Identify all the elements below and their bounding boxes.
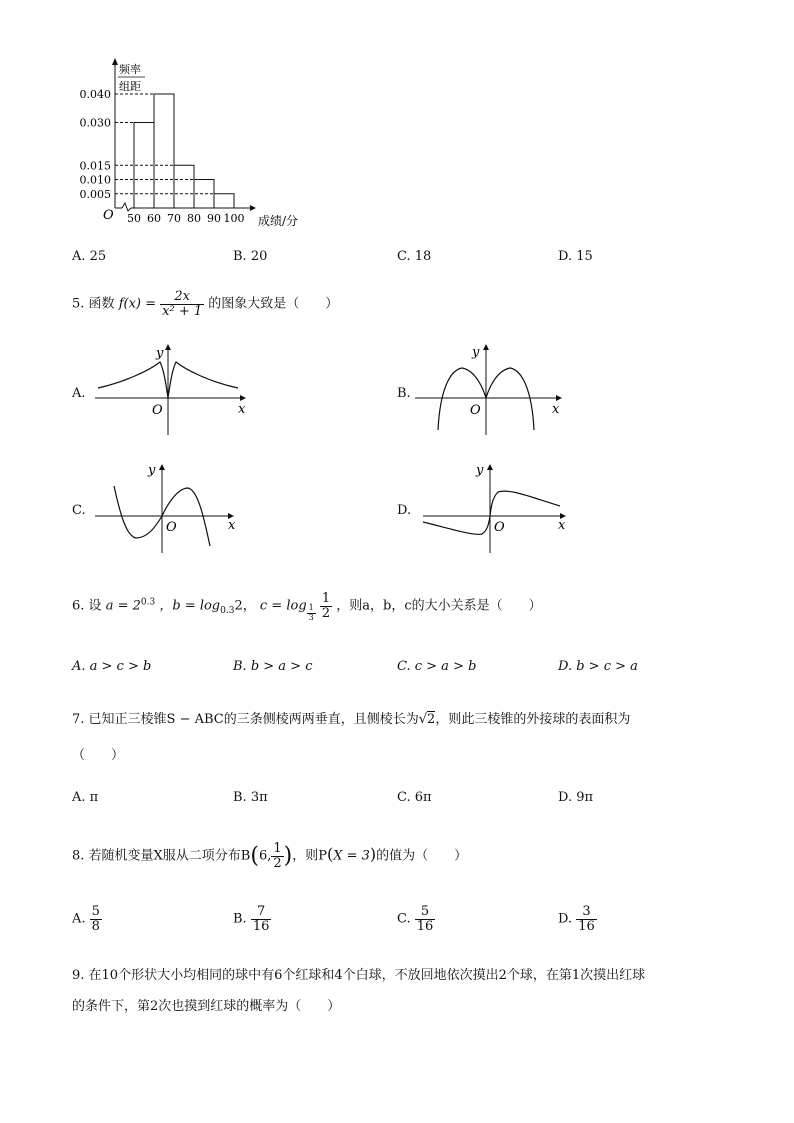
q5-option-b-label[interactable]: B. — [397, 386, 411, 401]
q8-option-d[interactable]: D. $\frac{3}{16}$ — [558, 904, 595, 934]
x-axis-arrow — [250, 205, 256, 211]
q9-stem-line2: 的条件下，第2次也摸到红球的概率为（ ） — [72, 999, 341, 1014]
histogram-bar — [174, 165, 194, 208]
origin-label: O — [103, 208, 114, 223]
q7-option-d[interactable]: D. 9π — [558, 790, 594, 805]
q7-option-c[interactable]: C. 6π — [397, 790, 432, 805]
y-label-top: 频率 — [119, 63, 141, 76]
q5-graph-b[interactable] — [410, 340, 570, 440]
q8-stem: 8. 若随机变量X服从二项分布B(6, $\frac{1}{2}$ )，则P(X = 3)的值为（ ） — [72, 841, 468, 871]
y-tick-label: 0.005 — [79, 187, 111, 201]
histogram — [60, 55, 320, 235]
svg-text:y: y — [476, 463, 484, 478]
svg-text:O: O — [166, 520, 177, 535]
svg-text:x: x — [238, 402, 246, 417]
q4-option-c[interactable]: C. 18 — [397, 249, 432, 264]
q7-stem-line2: （ ） — [72, 748, 125, 763]
q5-option-c-label[interactable]: C. — [72, 503, 86, 518]
svg-text:O: O — [470, 403, 481, 418]
svg-text:y: y — [472, 345, 480, 360]
q4-option-b[interactable]: B. 20 — [233, 249, 268, 264]
y-tick-label: 0.015 — [79, 159, 111, 173]
x-tick-label: 90 — [207, 212, 221, 225]
svg-text:O: O — [494, 520, 505, 535]
q6-option-c[interactable]: C. c > a > b — [397, 659, 477, 674]
x-tick-label: 60 — [147, 212, 161, 225]
q5-graph-c[interactable] — [90, 458, 250, 558]
q6-stem: 6. 设 $a = 2^{0.3}$ ，$b = \log_{0.3}2$， c = log $\frac{1}{3}$ $\frac{1}{2}$ ，则a，b，c的大小关系是（ ） — [72, 591, 542, 622]
svg-text:y: y — [148, 463, 156, 478]
q5-stem: 5. 函数 f(x) = $\frac{2x}{\text{x² + 1}}$ 的图象大致是（ ） — [72, 289, 339, 319]
svg-text:x: x — [552, 402, 560, 417]
q6-option-b[interactable]: B. b > a > c — [233, 659, 313, 674]
svg-text:x: x — [558, 518, 566, 533]
y-tick-label: 0.040 — [79, 88, 111, 101]
q8-option-c[interactable]: C. $\frac{5}{16}$ — [397, 904, 434, 934]
q4-option-d[interactable]: D. 15 — [558, 249, 593, 264]
svg-text:O: O — [152, 403, 163, 418]
y-axis-arrow — [112, 58, 118, 65]
q7-option-b[interactable]: B. 3π — [233, 790, 268, 805]
svg-text:x: x — [228, 518, 236, 533]
histogram-bar — [214, 194, 234, 208]
q8-option-b[interactable]: B. $\frac{7}{16}$ — [233, 904, 270, 934]
y-label-bottom: 组距 — [119, 80, 141, 93]
x-tick-label: 80 — [187, 212, 201, 225]
q5-graph-d[interactable] — [418, 458, 578, 558]
y-tick-label: 0.010 — [79, 173, 111, 187]
svg-text:y: y — [156, 346, 164, 361]
sqrt-sign: √ — [418, 712, 428, 727]
q8-option-a[interactable]: A. $\frac{5}{8}$ — [72, 904, 100, 934]
y-tick-label: 0.030 — [79, 116, 111, 130]
q7-stem-line1: 7. 已知正三棱锥S − ABC的三条侧棱两两垂直，且侧棱长为√2，则此三棱锥的外接球的表面积为 — [72, 712, 631, 727]
x-tick-label: 100 — [223, 212, 245, 225]
x-label: 成绩/分 — [258, 214, 299, 228]
q7-option-a[interactable]: A. π — [72, 790, 99, 805]
q6-option-a[interactable]: A. a > c > b — [72, 659, 152, 674]
histogram-bar — [154, 94, 174, 208]
x-tick-label: 50 — [127, 212, 141, 225]
q9-stem-line1: 9. 在10个形状大小均相同的球中有6个红球和4个白球，不放回地依次摸出2个球，在第1次摸出红球 — [72, 968, 646, 983]
q4-option-a[interactable]: A. 25 — [72, 249, 107, 264]
q5-graph-a[interactable] — [90, 340, 250, 440]
q5-option-a-label[interactable]: A. — [72, 386, 86, 401]
q5-option-d-label[interactable]: D. — [397, 503, 412, 518]
x-tick-label: 70 — [167, 212, 181, 225]
axis-break — [122, 203, 131, 211]
q6-option-d[interactable]: D. b > c > a — [558, 659, 638, 674]
